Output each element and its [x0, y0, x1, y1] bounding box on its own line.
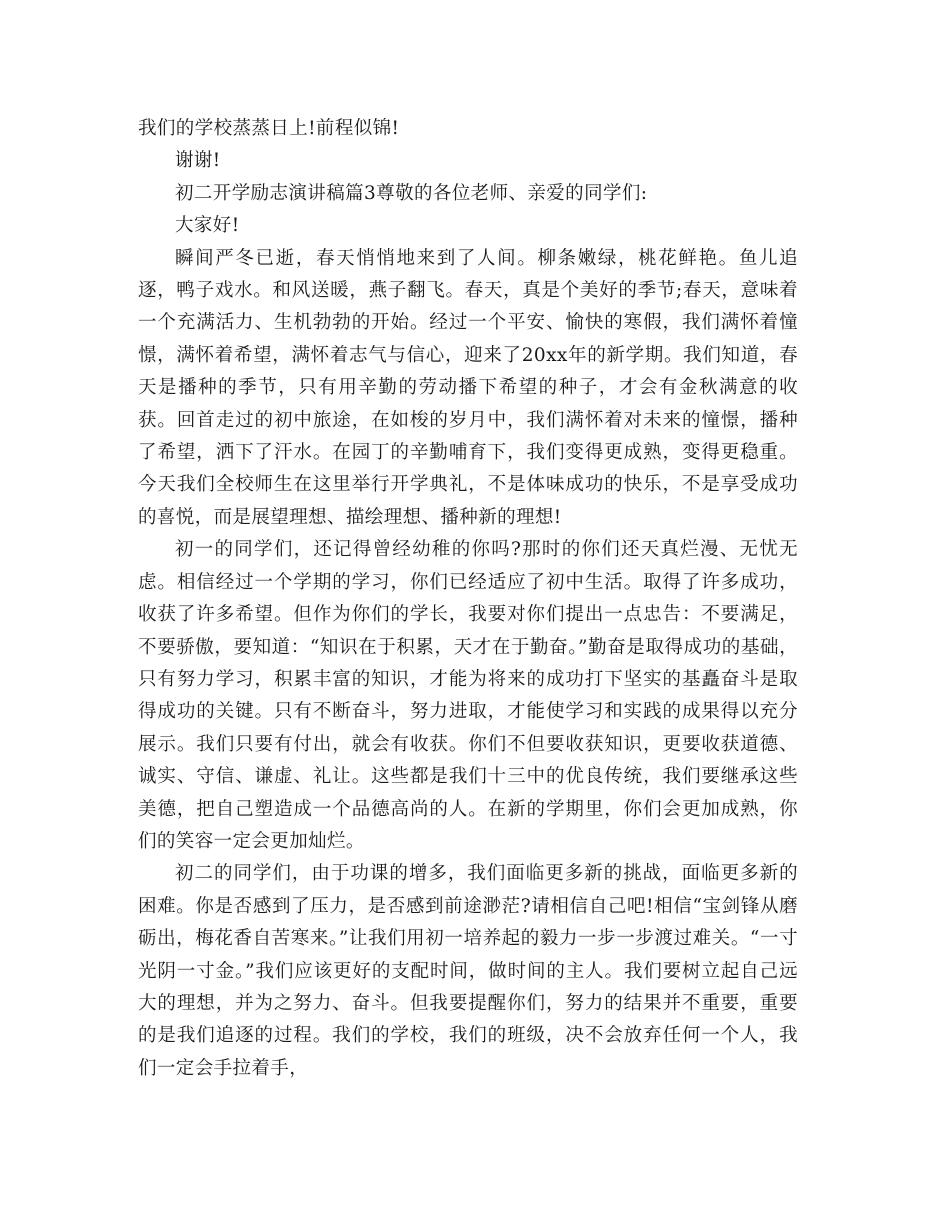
paragraph-closing-line: 我们的学校蒸蒸日上!前程似锦! — [138, 118, 400, 139]
paragraph-grade-one: 初一的同学们，还记得曾经幼稚的你吗?那时的你们还天真烂漫、无忧无虑。相信经过一个学期的学习，你们已经适应了初中生活。取得了许多成功，收获了许多希望。但作为你们的学长，我要对你们提出一点忠告：不要满足，不要骄傲，要知道：“知识在于积累，天才在于勤奋。”勤奋是取得成功的基础，只有努力学习，积累丰富的知识，才能为将来的成功打下坚实的基矗奋斗是取得成功的关键。只有不断奋斗，努力进取，才能使学习和实践的成果得以充分展示。我们只要有付出，就会有收获。你们不但要收获知识，更要收获道德、诚实、守信、谦虚、礼让。这些都是我们十三中的优良传统，我们要继承这些美德，把自己塑造成一个品德高尚的人。在新的学期里，你们会更加成熟，你们的笑容一定会更加灿烂。 — [138, 539, 798, 852]
paragraph-grade-two: 初二的同学们，由于功课的增多，我们面临更多新的挑战，面临更多新的困难。你是否感到了压力，是否感到前途渺茫?请相信自己吧!相信“宝剑锋从磨砺出，梅花香自苦寒来。”让我们用初一培养起的毅力一步一步渡过难关。“一寸光阴一寸金。”我们应该更好的支配时间，做时间的主人。我们要树立起自己远大的理想，并为之努力、奋斗。但我要提醒你们，努力的结果并不重要，重要的是我们追逐的过程。我们的学校，我们的班级，决不会放弃任何一个人，我们一定会手拉着手， — [138, 863, 798, 1079]
paragraph-spring: 瞬间严冬已逝，春天悄悄地来到了人间。柳条嫩绿，桃花鲜艳。鱼儿追逐，鸭子戏水。和风送暖，燕子翻飞。春天，真是个美好的季节;春天，意味着一个充满活力、生机勃勃的开始。经过一个平安、愉快的寒假，我们满怀着憧憬，满怀着希望，满怀着志气与信心，迎来了20xx年的新学期。我们知道，春天是播种的季节，只有用辛勤的劳动播下希望的种子，才会有金秋满意的收获。回首走过的初中旅途，在如梭的岁月中，我们满怀着对未来的憧憬，播种了希望，洒下了汗水。在园丁的辛勤哺育下，我们变得更成熟，变得更稳重。今天我们全校师生在这里举行开学典礼，不是体味成功的快乐，不是享受成功的喜悦，而是展望理想、描绘理想、播种新的理想! — [138, 247, 798, 528]
paragraph-greeting: 大家好! — [175, 215, 240, 237]
paragraph-thanks: 谢谢! — [175, 150, 221, 172]
document-body — [138, 113, 798, 1085]
paragraph-speech-title: 初二开学励志演讲稿篇3尊敬的各位老师、亲爱的同学们: — [175, 182, 648, 204]
